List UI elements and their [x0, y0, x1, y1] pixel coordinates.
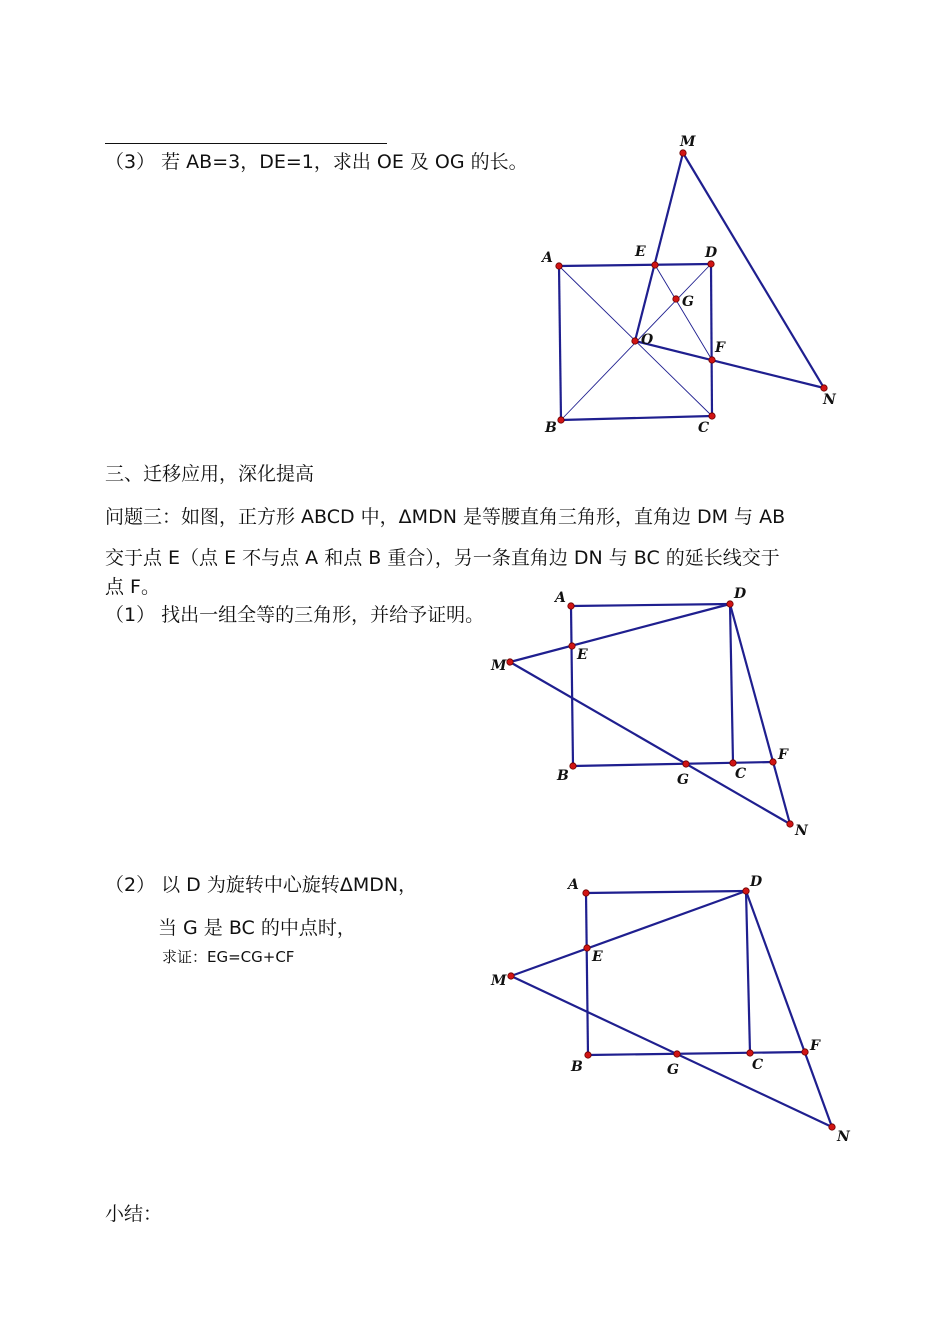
label-N: N — [837, 1129, 850, 1145]
point-D — [727, 601, 733, 607]
point-D — [743, 888, 749, 894]
label-C: C — [752, 1057, 764, 1073]
label-F: F — [778, 747, 788, 763]
seg-DC — [711, 264, 712, 416]
answer-blank-line — [105, 143, 387, 144]
point-G — [683, 761, 689, 767]
seg-EF — [655, 265, 712, 360]
seg-AB — [586, 893, 588, 1055]
point-E — [569, 643, 575, 649]
label-O: O — [641, 332, 654, 348]
label-E: E — [577, 647, 588, 663]
seg-MN — [510, 662, 790, 824]
point-B — [585, 1052, 591, 1058]
label-A: A — [568, 877, 579, 893]
question-2-line-3: 求证：EG=CG+CF — [162, 948, 295, 966]
seg-AD — [571, 604, 730, 606]
point-G — [674, 1051, 680, 1057]
seg-DN — [730, 604, 790, 824]
label-C: C — [735, 766, 747, 782]
label-M: M — [680, 134, 696, 150]
label-C: C — [698, 420, 710, 436]
label-A: A — [555, 590, 566, 606]
point-C — [747, 1050, 753, 1056]
section-heading: 三、迁移应用，深化提高 — [105, 463, 315, 485]
point-C — [709, 413, 715, 419]
summary-label: 小结： — [105, 1203, 163, 1225]
question-2-line-2: 当 G 是 BC 的中点时， — [158, 917, 356, 939]
point-B — [570, 763, 576, 769]
label-D: D — [750, 874, 763, 890]
point-E — [584, 945, 590, 951]
point-M — [507, 659, 513, 665]
label-E: E — [592, 949, 603, 965]
seg-DM — [510, 604, 730, 662]
seg-BC — [561, 416, 712, 420]
seg-AD — [586, 891, 746, 893]
seg-AB — [559, 266, 561, 420]
label-M: M — [491, 973, 507, 989]
point-M — [508, 973, 514, 979]
seg-DM — [511, 891, 746, 976]
seg-AB — [571, 606, 573, 766]
seg-BF — [588, 1052, 805, 1055]
label-D: D — [734, 586, 747, 602]
seg-DC — [730, 604, 733, 763]
label-M: M — [491, 658, 507, 674]
figure-2 — [480, 585, 820, 840]
seg-ON — [635, 341, 824, 388]
label-G: G — [677, 772, 689, 788]
problem-line-1: 问题三：如图，正方形 ABCD 中，ΔMDN 是等腰直角三角形，直角边 DM 与 AB — [105, 506, 786, 528]
point-N — [787, 821, 793, 827]
figure-3 — [485, 870, 860, 1150]
point-B — [558, 417, 564, 423]
label-N: N — [795, 823, 808, 839]
label-E: E — [635, 244, 646, 260]
point-F — [770, 759, 776, 765]
point-A — [556, 263, 562, 269]
point-M — [680, 150, 686, 156]
label-B: B — [571, 1059, 583, 1075]
label-D: D — [705, 245, 718, 261]
point-A — [583, 890, 589, 896]
seg-DC — [746, 891, 750, 1053]
label-B: B — [545, 420, 557, 436]
point-O — [632, 338, 638, 344]
label-G: G — [667, 1062, 679, 1078]
label-F: F — [715, 340, 725, 356]
label-F: F — [810, 1038, 820, 1054]
label-A: A — [542, 250, 553, 266]
seg-AD — [559, 264, 711, 266]
point-F — [709, 357, 715, 363]
label-B: B — [557, 768, 569, 784]
problem-line-2: 交于点 E（点 E 不与点 A 和点 B 重合），另一条直角边 DN 与 BC 的延长线交于 — [105, 547, 780, 569]
figure-1 — [530, 130, 850, 435]
point-N — [829, 1124, 835, 1130]
question-1: （1） 找出一组全等的三角形，并给予证明。 — [105, 604, 485, 626]
point-G — [673, 296, 679, 302]
problem-line-3: 点 F。 — [105, 576, 160, 598]
question-2-line-1: （2） 以 D 为旋转中心旋转ΔMDN， — [105, 874, 418, 896]
question-3: （3） 若 AB=3，DE=1，求出 OE 及 OG 的长。 — [105, 151, 528, 173]
point-A — [568, 603, 574, 609]
label-N: N — [823, 392, 836, 408]
point-D — [708, 261, 714, 267]
label-G: G — [682, 294, 694, 310]
point-E — [652, 262, 658, 268]
point-N — [821, 385, 827, 391]
point-F — [802, 1049, 808, 1055]
